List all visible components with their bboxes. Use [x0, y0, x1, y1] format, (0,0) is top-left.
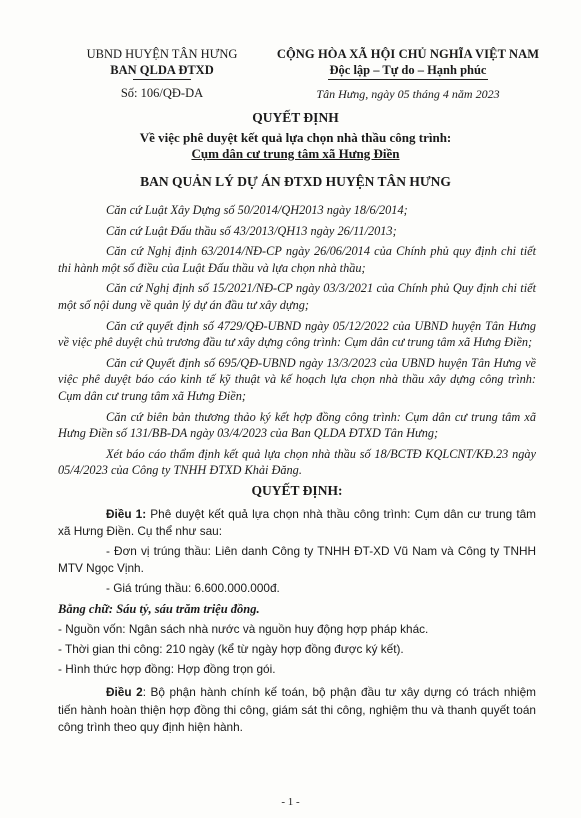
agency-name: BAN QLDA ĐTXD — [110, 63, 214, 77]
article-2-text: : Bộ phận hành chính kế toán, bộ phận đầu tư xây dựng có trách nhiệm tiến hành hoàn thiện hợp đồng thi công, giám sát thi công, nghiệm thu và thanh quyết toán công trình theo quy định hiện hành. — [58, 685, 537, 734]
article-1-price: - Giá trúng thầu: 6.600.000.000đ. — [106, 581, 280, 596]
subject-line-2: Cụm dân cư trung tâm xã Hưng Điền — [191, 146, 400, 161]
article-1-text: Phê duyệt kết quả lựa chọn nhà thầu công trình: Cụm dân cư trung tâm xã Hưng Điền. Cụ thể như sau: — [58, 506, 536, 538]
legal-basis-item: Căn cứ biên bản thương thảo ký kết hợp đồng công trình: Cụm dân cư trung tâm xã Hưng Điền số 131/BB-DA ngày 03/4/2023 của Ban QLDA ĐTXD Tân Hưng; — [58, 409, 536, 441]
issuer-heading: BAN QUẢN LÝ DỰ ÁN ĐTXD HUYỆN TÂN HƯNG — [140, 174, 451, 189]
agency-parent: UBND HUYỆN TÂN HƯNG — [86, 47, 238, 61]
article-2 — [58, 684, 536, 736]
subject-line-1: Về việc phê duyệt kết quả lựa chọn nhà thầu công trình: — [139, 130, 452, 145]
article-1-price-in-words: Bằng chữ: Sáu tỷ, sáu trăm triệu đồng. — [58, 601, 260, 616]
article-1-label: Điều 1: — [106, 506, 147, 521]
legal-basis-item: Xét báo cáo thẩm định kết quả lựa chọn nhà thầu số 18/BCTĐ KQLCNT/KĐ.23 ngày 05/4/2023 của Công ty TNHH ĐTXD Khải Đăng. — [58, 446, 536, 478]
legal-basis-item: Căn cứ Quyết định số 695/QĐ-UBND ngày 13/3/2023 của UBND huyện Tân Hưng về việc phê duyệt báo cáo kinh tế kỹ thuật và kế hoạch lựa chọn nhà thầu xây dựng công trình: Cụm dân cư trung tâm xã Hưng Điền; — [58, 355, 536, 403]
legal-basis-item: Căn cứ Luật Đấu thầu số 43/2013/QH13 ngày 26/11/2013; — [106, 223, 397, 238]
article-2-label: Điều 2 — [106, 685, 143, 700]
article-1-winner: - Đơn vị trúng thầu: Liên danh Công ty TNHH ĐT-XD Vũ Nam và Công ty TNHH MTV Ngọc Vịnh. — [58, 543, 536, 576]
document-body — [58, 202, 536, 739]
issuing-agency-block — [62, 46, 262, 101]
article-1 — [58, 506, 536, 540]
article-1-funding: - Nguồn vốn: Ngân sách nhà nước và nguồn huy động hợp pháp khác. — [58, 621, 429, 636]
article-1-contract-form: - Hình thức hợp đồng: Hợp đồng trọn gói. — [58, 662, 276, 677]
legal-bases — [58, 202, 536, 479]
document-title: QUYẾT ĐỊNH — [252, 110, 339, 125]
legal-basis-item: Căn cứ Nghị định số 15/2021/NĐ-CP ngày 03/3/2021 của Chính phủ Quy định chi tiết một số nội dung về quản lý dự án đầu tư xây dựng; — [58, 281, 536, 312]
document-number: Số: 106/QĐ-DA — [120, 86, 204, 100]
legal-basis-item: Căn cứ quyết định số 4729/QĐ-UBND ngày 05/12/2022 của UBND huyện Tân Hưng về việc phê duyệt chủ trương đầu tư xây dựng công trình: Cụm dân cư trung tâm xã Hưng Điền; — [58, 318, 536, 350]
national-motto-block — [248, 46, 568, 102]
articles — [58, 506, 536, 736]
national-title: CỘNG HÒA XÃ HỘI CHỦ NGHĨA VIỆT NAM — [276, 47, 540, 61]
motto-underline — [328, 79, 488, 80]
place-date: Tân Hưng, ngày 05 tháng 4 năm 2023 — [316, 87, 500, 101]
article-1-duration: - Thời gian thi công: 210 ngày (kể từ ngày hợp đồng được ký kết). — [58, 641, 404, 656]
agency-underline — [133, 79, 191, 80]
legal-basis-item: Căn cứ Luật Xây Dựng số 50/2014/QH2013 ngày 18/6/2014; — [106, 203, 408, 217]
legal-basis-item: Căn cứ Nghị định 63/2014/NĐ-CP ngày 26/06/2014 của Chính phủ quy định chi tiết thi hành một số điều của Luật Đấu thầu và lựa chọn nhà thầu; — [58, 244, 536, 275]
title-block — [40, 110, 551, 190]
page-number: - 1 - — [281, 796, 300, 808]
decision-heading: QUYẾT ĐỊNH: — [251, 482, 343, 498]
national-motto: Độc lập – Tự do – Hạnh phúc — [329, 63, 487, 77]
